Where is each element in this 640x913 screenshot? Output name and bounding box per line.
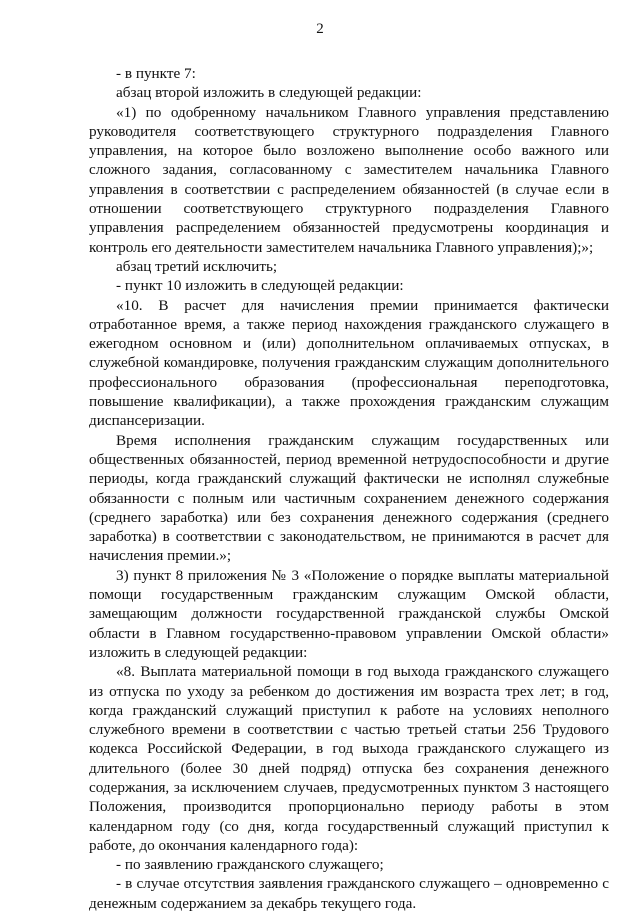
document-body	[89, 64, 609, 913]
paragraph-abzac-3-delete: абзац третий исключить;	[116, 257, 278, 275]
paragraph-item-3-appendix: 3) пункт 8 приложения № 3 «Положение о порядке выплаты материальной помощи государственным гражданским служащим Омской области, замещающим должности государственной гражданской службы Омской области в Главном государственно-правовом управлении Омской области» изложить в следующей редакции:	[89, 566, 609, 661]
paragraph-abzac-2-instruction: абзац второй изложить в следующей редакции:	[116, 84, 422, 102]
paragraph-quote-10: «10. В расчет для начисления премии принимается фактически отработанное время, а также период нахождения гражданского служащего в ежегодном основном и (или) дополнительном оплачиваемых отпусках, в служебной командировке, получения гражданским служащим дополнительного профессионального образования (профессиональная переподготовка, повышение квалификации), а также прохождения гражданским служащим диспансеризации.	[89, 296, 609, 430]
paragraph-quote-1: «1) по одобренному начальником Главного управления представлению руководителя соответствующего структурного подразделения Главного управления, на которое было возложено выполнение особо важного или сложного задания, согласованному с заместителем начальника Главного управления в соответствии с распределением обязанностей (в случае если в отношении соответствующего структурного подразделения Главного управления распределением обязанностей предусмотрены координация и контроль его деятельности заместителем начальника Главного управления);»;	[89, 103, 609, 256]
paragraph-quote-8: «8. Выплата материальной помощи в год выхода гражданского служащего из отпуска по уходу за ребенком до достижения им возраста трех лет; в год, когда гражданский служащий приступил к работе на условиях неполного служебного времени в соответствии с частью третьей статьи 256 Трудового кодекса Российской Федерации, в год выхода гражданского служащего из длительного (более 30 дней подряд) отпуска без сохранения денежного содержания, за исключением случаев, предусмотренных пунктом 3 настоящего Положения, производится пропорционально периоду работы в этом календарном году (со дня, когда государственный служащий приступил к работе, до окончания календарного года):	[89, 663, 609, 854]
paragraph-time-periods: Время исполнения гражданским служащим государственных или общественных обязанностей, период временной нетрудоспособности и другие периоды, когда гражданский служащий фактически не исполнял служебные обязанности с полным или частичным сохранением денежного содержания (среднего заработка) или без сохранения денежного содержания (среднего заработка) в соответствии с законодательством, не принимаются в расчет для начисления премии.»;	[89, 431, 609, 565]
paragraph-item-7-intro: - в пункте 7:	[116, 65, 196, 82]
paragraph-item-10-intro: - пункт 10 изложить в следующей редакции:	[116, 277, 404, 295]
paragraph-bullet-no-application: - в случае отсутствия заявления гражданского служащего – одновременно с денежным содержанием за декабрь текущего года.	[89, 875, 609, 912]
page-number: 2	[316, 21, 324, 37]
paragraph-bullet-application: - по заявлению гражданского служащего;	[116, 856, 384, 874]
